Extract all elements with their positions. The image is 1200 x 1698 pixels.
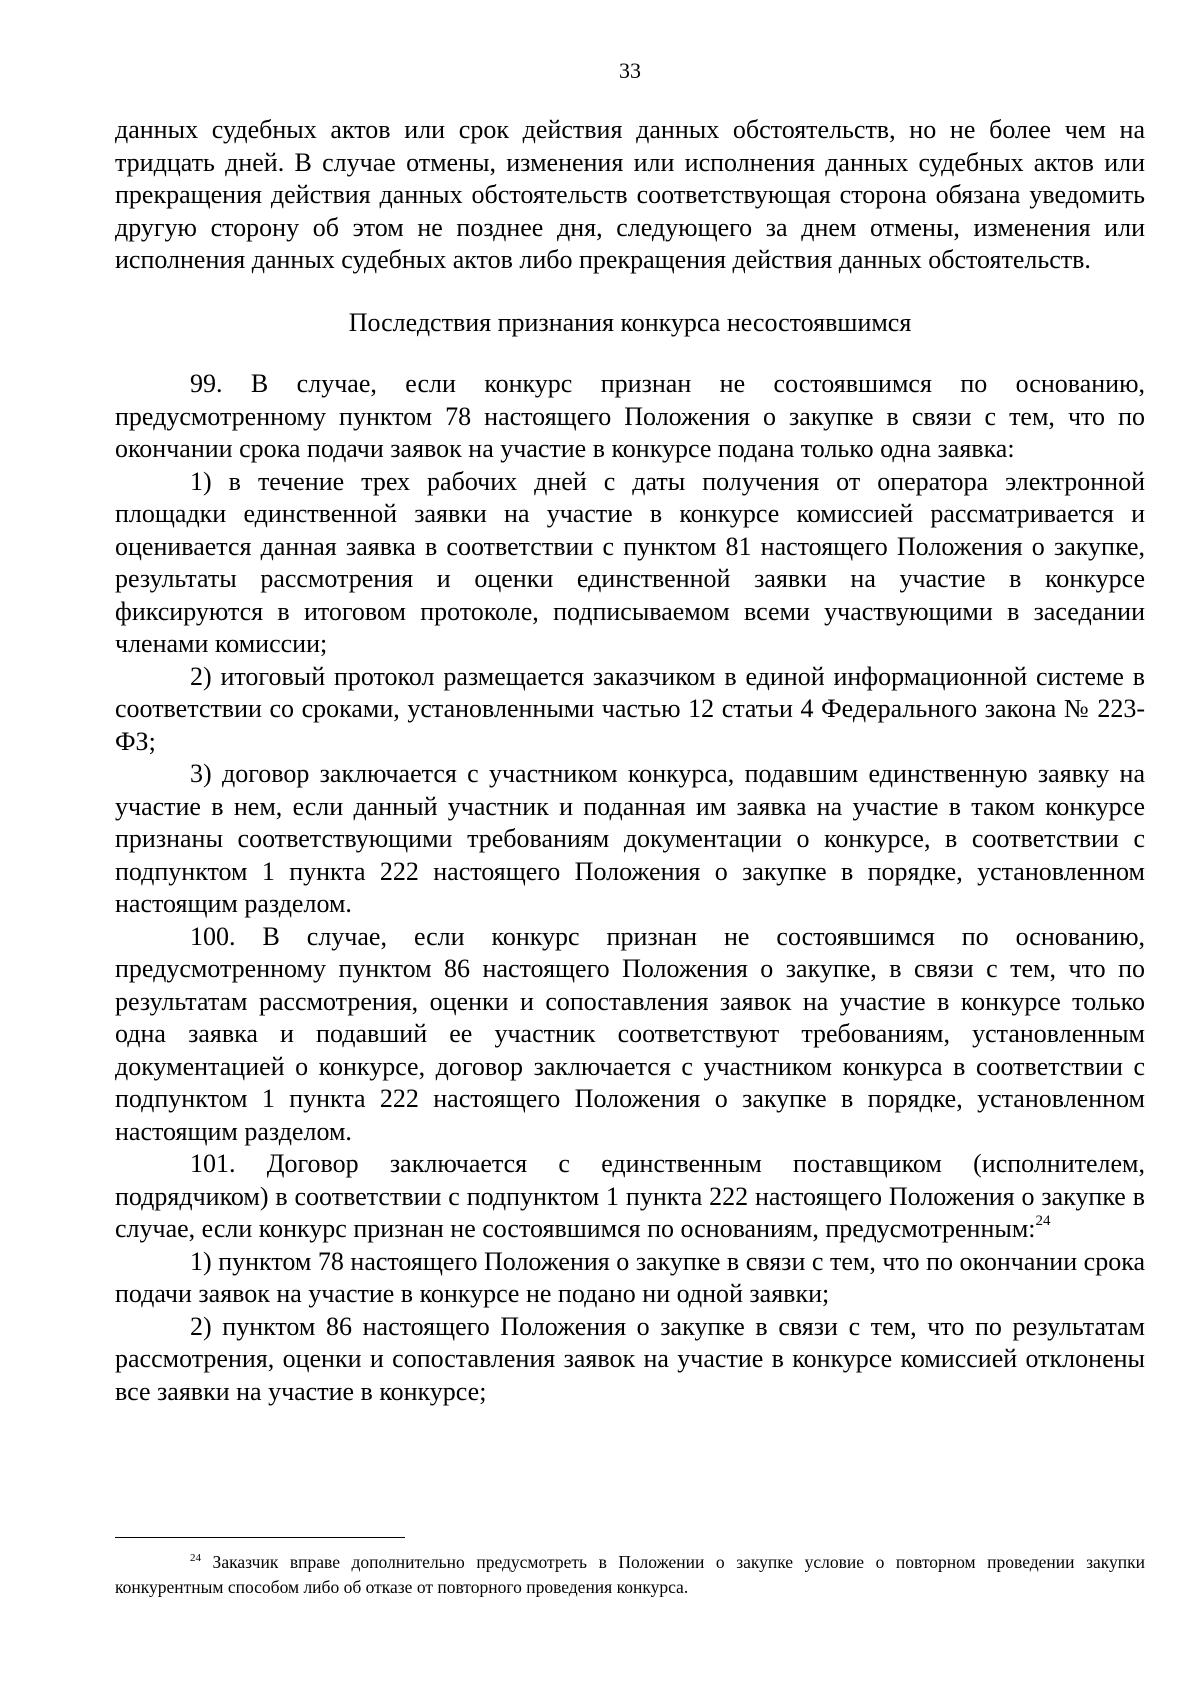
footnote-reference[interactable]: 24 bbox=[1035, 1213, 1051, 1229]
paragraph-101 bbox=[115, 1148, 1145, 1246]
paragraph-99-item-1: 1) в течение трех рабочих дней с даты получения от оператора электронной площадки единственной заявки на участие в конкурсе комиссией рассматривается и оценивается данная заявка в соответствии с пунктом 81 настоящего Положения о закупке, результаты рассмотрения и оценки единственной заявки на участие в конкурсе фиксируются в итоговом протоколе, подписываемом всеми участвующими в заседании членами комиссии; bbox=[115, 466, 1145, 658]
paragraph-101-item-2: 2) пунктом 86 настоящего Положения о закупке в связи с тем, что по результатам рассмотрения, оценки и сопоставления заявок на участие в конкурсе комиссией отклонены все заявки на участие в конкурсе; bbox=[115, 1311, 1145, 1406]
footnote bbox=[115, 1550, 1145, 1600]
paragraph-101-item-1: 1) пунктом 78 настоящего Положения о закупке в связи с тем, что по окончании срока подачи заявок на участие в конкурсе не подано ни одной заявки; bbox=[115, 1246, 1145, 1308]
section-heading: Последствия признания конкурса несостоявшимся bbox=[348, 307, 912, 337]
paragraph-101-text: 101. Договор заключается с единственным поставщиком (исполнителем, подрядчиком) в соответствии с подпунктом 1 пункта 222 настоящего Положения о закупке в случае, если конкурс признан не состоявшимся по основаниям, предусмотренным: bbox=[115, 1149, 1145, 1243]
footnote-number: 24 bbox=[190, 1552, 201, 1564]
footnote-separator bbox=[115, 1537, 405, 1538]
paragraph-100: 100. В случае, если конкурс признан не состоявшимся по основанию, предусмотренному пунктом 86 настоящего Положения о закупке, в связи с тем, что по результатам рассмотрения, оценки и сопоставления заявок на участие в конкурсе только одна заявка и подавший ее участник соответствуют требованиям, установленным документацией о конкурсе, договор заключается с участником конкурса в соответствии с подпунктом 1 пункта 222 настоящего Положения о закупке в порядке, установленном настоящим разделом. bbox=[115, 921, 1145, 1146]
intro-paragraph: данных судебных актов или срок действия данных обстоятельств, но не более чем на тридцать дней. В случае отмены, изменения или исполнения данных судебных актов или прекращения действия данных обстоятельств соответствующая сторона обязана уведомить другую сторону об этом не позднее дня, следующего за днем отмены, изменения или исполнения данных судебных актов либо прекращения действия данных обстоятельств. bbox=[115, 115, 1145, 274]
paragraph-99-item-3: 3) договор заключается с участником конкурса, подавшим единственную заявку на участие в нем, если данный участник и поданная им заявка на участие в таком конкурсе признаны соответствующими требованиям документации о конкурсе, в соответствии с подпунктом 1 пункта 222 настоящего Положения о закупке в порядке, установленном настоящим разделом. bbox=[115, 759, 1145, 918]
footnote-text: Заказчик вправе дополнительно предусмотреть в Положении о закупке условие о повторном проведении закупки конкурентным способом либо об отказе от повторного проведения конкурса. bbox=[115, 1552, 1145, 1597]
document-body bbox=[115, 114, 1145, 1408]
paragraph-99: 99. В случае, если конкурс признан не состоявшимся по основанию, предусмотренному пунктом 78 настоящего Положения о закупке в связи с тем, что по окончании срока подачи заявок на участие в конкурсе подана только одна заявка: bbox=[115, 369, 1145, 463]
page-number: 33 bbox=[619, 58, 641, 83]
paragraph-99-item-2: 2) итоговый протокол размещается заказчиком в единой информационной системе в соответствии со сроками, установленными частью 12 статьи 4 Федерального закона № 223-ФЗ; bbox=[115, 661, 1145, 756]
